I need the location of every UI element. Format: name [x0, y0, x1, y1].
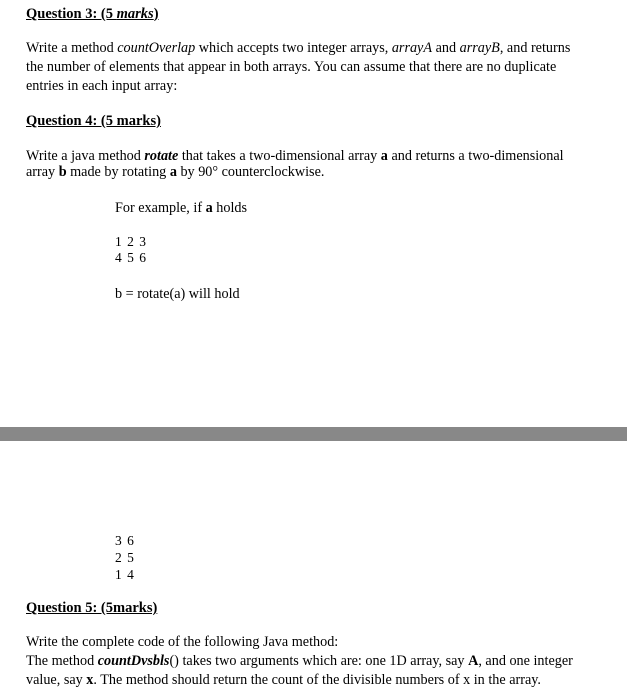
matrix-b-row-1: 3 6 — [115, 533, 135, 548]
matrix-a-row-1: 1 2 3 — [115, 234, 147, 249]
question-5-heading: Question 5: (5marks) — [26, 600, 158, 616]
question-3-line-1 — [26, 40, 570, 57]
page-divider — [0, 427, 627, 441]
question-3-line-1-segment: countOverlap — [117, 40, 196, 56]
rotate-result-label: b = rotate(a) will hold — [115, 286, 240, 302]
question-3-line-2: the number of elements that appear in both arrays. You can assume that there are no duplicate — [26, 59, 557, 75]
question-5-line-2: The method countDvsbls() takes two arguments which are: one 1D array, say A, and one integer — [26, 653, 573, 669]
question-5-line-1: Write the complete code of the following Java method: — [26, 634, 339, 650]
question-4-line-2: array b made by rotating a by 90° counterclockwise. — [26, 164, 325, 180]
question-3-line-1-segment: Write a method — [26, 40, 118, 56]
question-4-heading: Question 4: (5 marks) — [26, 113, 161, 129]
question-3-line-1-segment: arrayA — [391, 40, 433, 56]
question-3-heading: Question 3: (5 marks) — [26, 6, 159, 22]
question-4-line-1: Write a java method rotate that takes a two-dimensional array a and returns a two-dimensional — [26, 148, 564, 164]
matrix-a-row-2: 4 5 6 — [115, 250, 147, 265]
question-3-line-1-segment: , and returns — [499, 40, 571, 56]
question-3-line-1-segment: which accepts two integer arrays, — [195, 40, 392, 56]
matrix-b-row-3: 1 4 — [115, 567, 135, 582]
question-5-line-3: value, say x. The method should return the count of the divisible numbers of x in the array. — [26, 672, 541, 688]
question-3-line-1-segment: and — [432, 40, 460, 56]
question-3-line-3: entries in each input array: — [26, 78, 178, 94]
example-intro: For example, if a holds — [115, 200, 248, 216]
matrix-b-row-2: 2 5 — [115, 550, 135, 565]
question-3-line-1-segment: arrayB — [459, 40, 500, 56]
